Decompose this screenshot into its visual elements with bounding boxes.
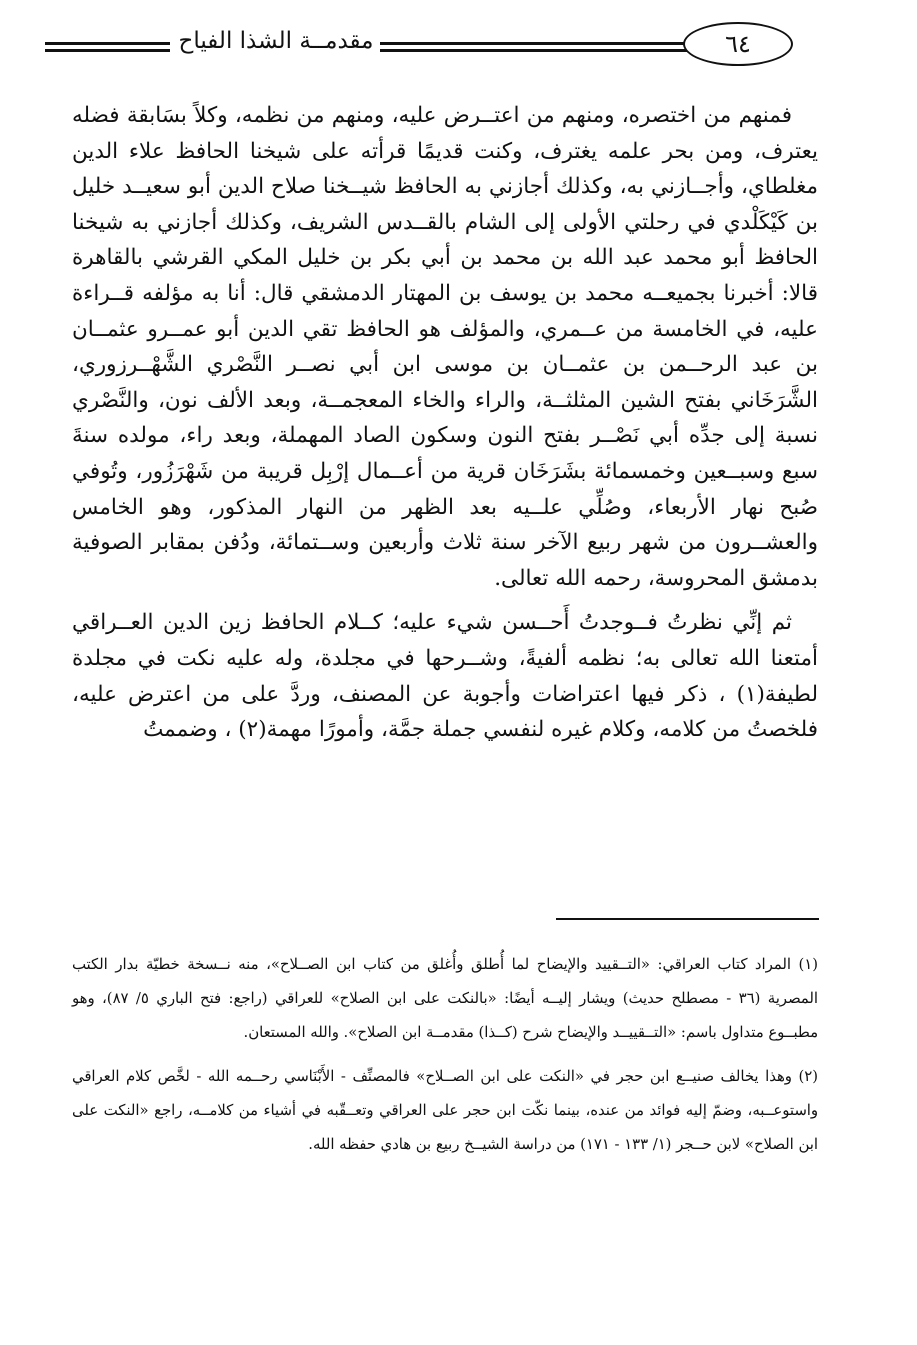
header-rule-left: [45, 42, 170, 52]
paragraph: فمنهم من اختصره، ومنهم من اعتــرض عليه، ومنهم من نظمه، وكلاً بسَابقة فضله يعترف، ومن بحر علمه يغترف، وكنت قديمًا قرأته على شيخنا الحافظ علاء الدين مغلطاي، وأجــازني به، وكذلك أجازني به الحافظ شيــخنا صلاح الدين أبو سعيــد خليل بن كَيْكَلْدي في رحلتي الأولى إلى الشام بالقــدس الشريف، وكذلك أجازني به شيخنا الحافظ أبو محمد عبد الله بن محمد بن أبي بكر بن خليل المكي القرشي بالقاهرة قالا: أخبرنا بجميعــه محمد بن يوسف بن المهتار الدمشقي قال: أنا به مؤلفه قــراءة عليه، في الخامسة من عــمري، والمؤلف هو الحافظ تقي الدين أبو عمــرو عثمــان بن عبد الرحــمن بن عثمــان بن موسى ابن أبي نصــر النَّصْري الشَّهْــرزوري، الشَّرَخَاني بفتح الشين المثلثــة، والراء والخاء المعجمــة، وبعد الألف نون، والنَّصْري نسبة إلى جدِّه أبي نَصْــر بفتح النون وسكون الصاد المهملة، وبعد راء، مولده سنةَ سبع وسبــعين وخمسمائة بشَرَخَان قرية من أعــمال إرْبِل قريبة من شَهْرَزُور، وتُوفي صُبح نهار الأربعاء، وصُلِّي علــيه بعد الظهر من النهار المذكور، وهو الخامس والعشــرون من شهر ربيع الآخر سنة ثلاث وأربعين وســتمائة، ودُفن بمقابر الصوفية بدمشق المحروسة، رحمه الله تعالى.: [72, 103, 818, 591]
paragraph: ثم إنِّي نظرتُ فــوجدتُ أَحــسن شيء عليه؛ كــلام الحافظ زين الدين العــراقي أمتعنا الله تعالى به؛ نظمه ألفيةً، وشــرحها في مجلدة، وله عليه نكت في مجلدة لطيفة(١) ، ذكر فيها اعتراضات وأجوبة عن المصنف، وردَّ على من اعترض عليه، فلخصتُ من كلامه، وكلام غيره لنفسي جملة جمَّة، وأمورًا مهمة(٢) ، وضممتُ: [72, 610, 818, 743]
footnote-separator: [556, 918, 819, 920]
page-header: [40, 18, 880, 74]
running-title: مقدمــة الشذا الفياح: [178, 28, 374, 54]
header-rule-middle: [380, 42, 725, 52]
footnote: (٢) وهذا يخالف صنيــع ابن حجر في «النكت على ابن الصــلاح» فالمصنِّف - الأَبْنَاسي رحــمه الله - لخَّص كلام العراقي واستوعــبه، وضمّ إليه فوائد من عنده، بينما نكّت ابن حجر على العراقي وتعــقّبه في أشياء من كلامــه، راجع «النكت على ابن الصلاح» لابن حــجر (١/ ١٣٣ - ١٧١) من دراسة الشيــخ ربيع بن هادي حفظه الله.: [72, 1068, 818, 1153]
footnote: (١) المراد كتاب العراقي: «التــقييد والإيضاح لما أُطلق وأُغلق من كتاب ابن الصــلاح»، منه نــسخة خطيّة بدار الكتب المصرية (٣٦ - مصطلح حديث) ويشار إليــه أيضًا: «بالنكت على ابن الصلاح» للعراقي (راجع: فتح الباري ٥/ ٨٧)، وهو مطبــوع متداول باسم: «التــقييــد والإيضاح شرح (كــذا) مقدمــة ابن الصلاح». والله المستعان.: [72, 956, 818, 1041]
page-number-badge: [683, 22, 793, 66]
footnotes: [72, 948, 818, 1162]
page-number: ٦٤: [725, 30, 751, 58]
main-text: [72, 98, 818, 748]
